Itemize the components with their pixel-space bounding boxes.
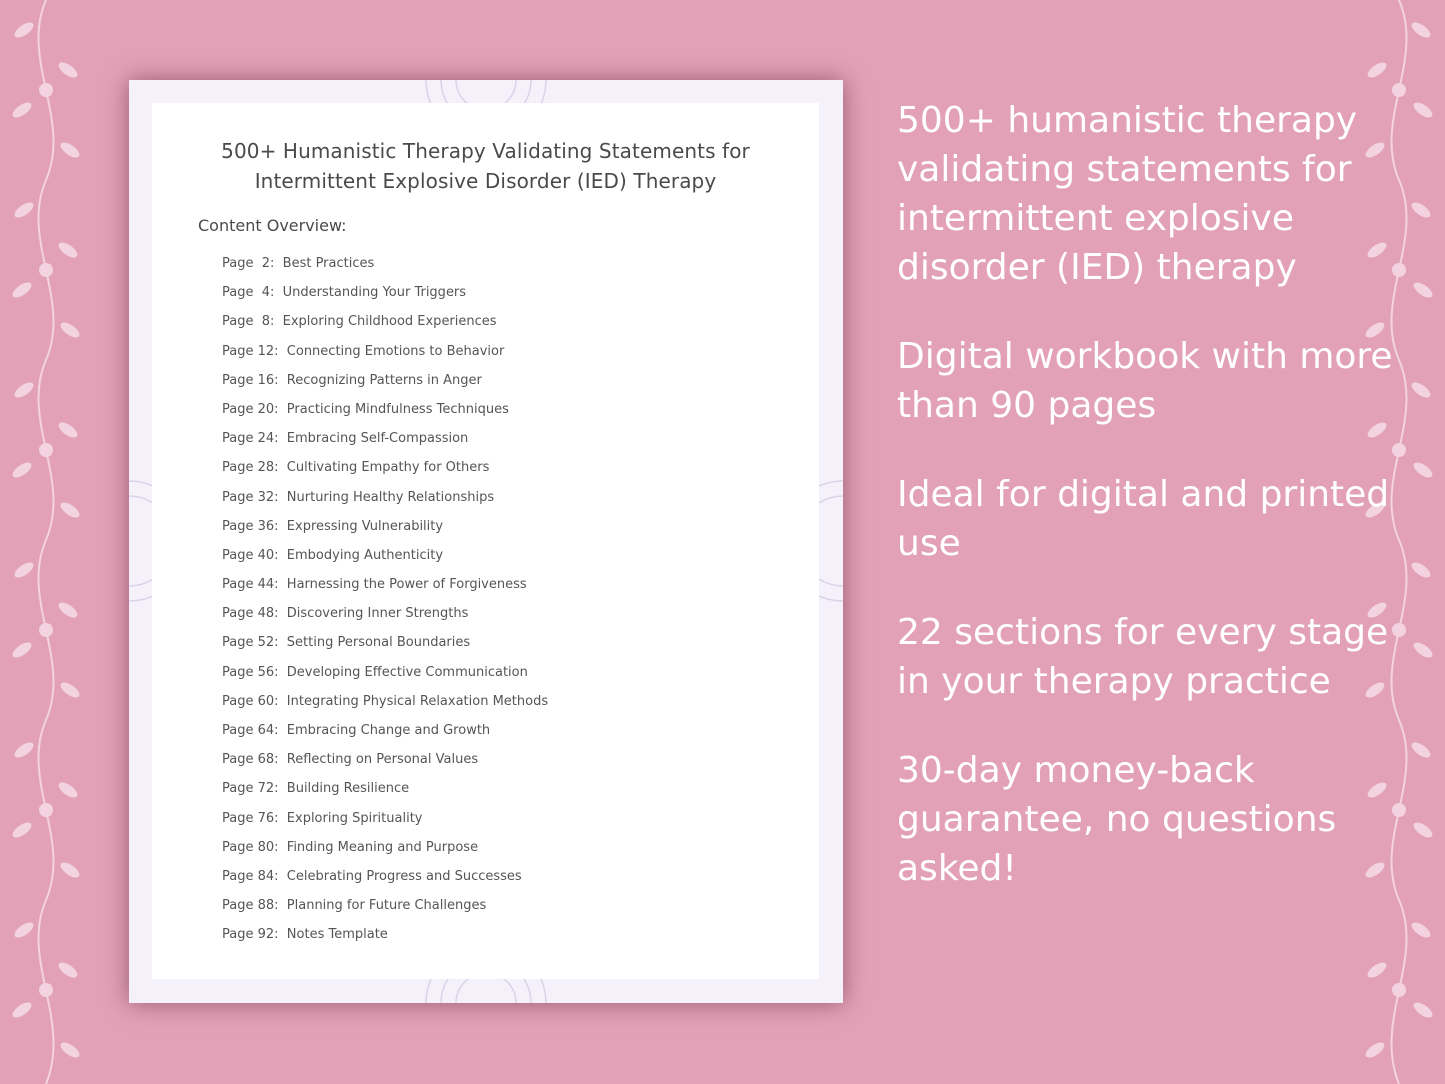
toc-item: Page 24: Embracing Self-Compassion [222,431,469,447]
toc-item: Page 48: Discovering Inner Strengths [222,606,469,622]
floral-vine-left [0,0,92,1084]
document-title-line-2: Intermittent Explosive Disorder (IED) Therapy [254,169,717,193]
toc-item: Page 60: Integrating Physical Relaxation Methods [222,693,549,709]
toc-item: Page 80: Finding Meaning and Purpose [222,839,479,855]
toc-item: Page 68: Reflecting on Personal Values [222,752,479,768]
toc-item: Page 8: Exploring Childhood Experiences [222,314,497,330]
feature-sections: 22 sections for every stage in your therapy practice [897,612,1389,702]
toc-item: Page 40: Embodying Authenticity [222,547,444,563]
feature-page-count: Digital workbook with more than 90 pages [897,336,1393,426]
toc-item: Page 16: Recognizing Patterns in Anger [222,372,482,388]
toc-item: Page 28: Cultivating Empathy for Others [222,460,490,476]
toc-item: Page 2: Best Practices [222,256,375,271]
table-of-contents [222,253,548,954]
toc-item: Page 12: Connecting Emotions to Behavior [222,343,505,359]
toc-item: Page 72: Building Resilience [222,781,410,797]
toc-item: Page 92: Notes Template [222,927,388,943]
document-title-line-1: 500+ Humanistic Therapy Validating Statements for [221,139,750,163]
feature-list [897,96,1397,933]
toc-item: Page 52: Setting Personal Boundaries [222,635,471,651]
document-title [152,136,819,196]
toc-item: Page 76: Exploring Spirituality [222,810,423,826]
feature-guarantee: 30-day money-back guarantee, no questions asked! [897,750,1337,889]
content-overview-label: Content Overview: [198,216,347,235]
toc-item: Page 32: Nurturing Healthy Relationships [222,489,495,505]
toc-item: Page 36: Expressing Vulnerability [222,518,444,534]
floral-border-left [0,0,92,1084]
toc-item: Page 84: Celebrating Progress and Successes [222,868,522,884]
toc-item: Page 56: Developing Effective Communication [222,664,528,680]
feature-usage: Ideal for digital and printed use [897,474,1390,564]
toc-item: Page 20: Practicing Mindfulness Techniques [222,401,509,417]
toc-item: Page 64: Embracing Change and Growth [222,723,491,738]
toc-item: Page 44: Harnessing the Power of Forgiveness [222,577,527,593]
page-content [152,103,819,979]
workbook-page-preview [129,80,843,1003]
feature-statements: 500+ humanistic therapy validating statements for intermittent explosive disorder (IED) therapy [897,100,1358,288]
toc-item: Page 88: Planning for Future Challenges [222,898,487,914]
toc-item: Page 4: Understanding Your Triggers [222,285,467,301]
